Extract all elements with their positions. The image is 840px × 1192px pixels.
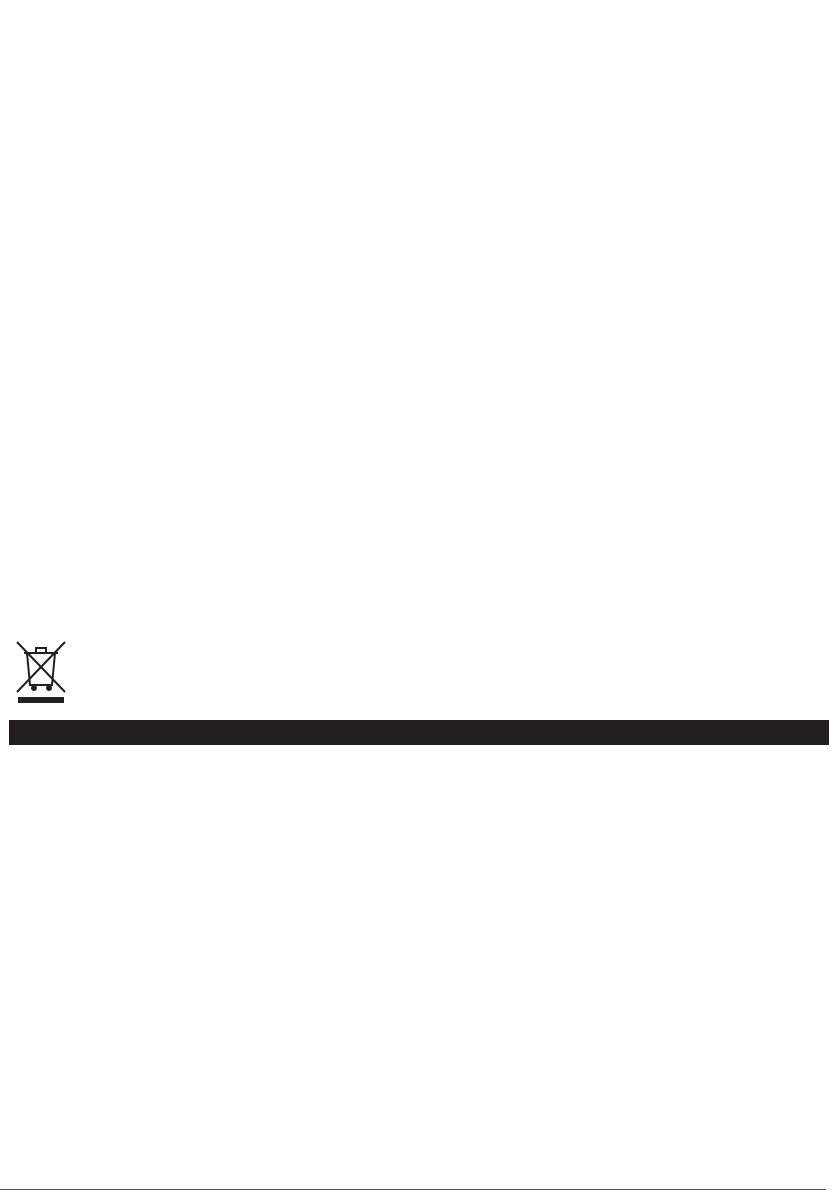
- crossed-out-wheelie-bin-icon: [14, 635, 68, 705]
- footer-rule: [0, 1189, 826, 1190]
- environment-notice: [14, 631, 826, 707]
- section-header-es: [9, 720, 829, 745]
